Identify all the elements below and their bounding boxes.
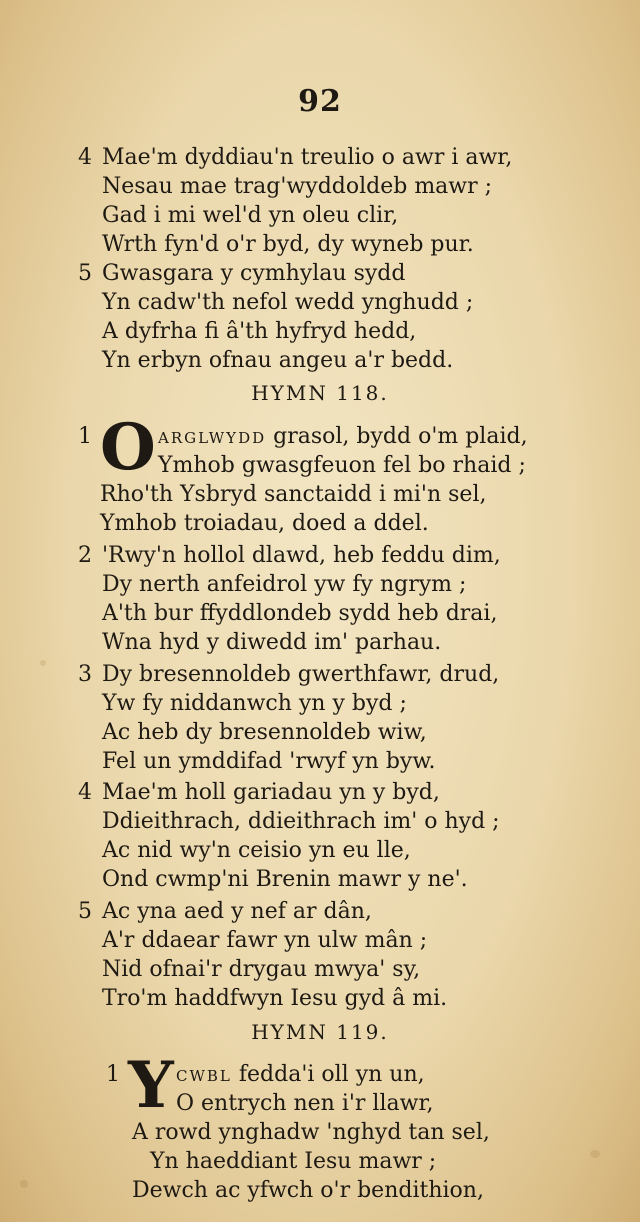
verse-line: Nesau mae trag'wyddoldeb mawr ;: [102, 174, 493, 199]
stanza-119-1: [106, 1048, 606, 1205]
verse-line: Gwasgara y cymhylau sydd: [102, 261, 406, 286]
foxing-spot: [20, 1180, 28, 1188]
verse-line: O entrych nen i'r llawr,: [176, 1091, 434, 1116]
verse-line: Gad i mi wel'd yn oleu clir,: [102, 203, 399, 228]
stanza-number: 1: [106, 1062, 120, 1087]
stanza-number: 1: [78, 424, 92, 449]
stanza-117-5: [78, 259, 578, 375]
verse-line: A rowd ynghadw 'nghyd tan sel,: [132, 1120, 490, 1145]
verse-line: grasol, bydd o'm plaid,: [266, 424, 528, 449]
verse-line: Rho'th Ysbryd sanctaidd i mi'n sel,: [100, 482, 487, 507]
stanza-118-2: [78, 541, 578, 657]
verse-line: Wna hyd y diwedd im' parhau.: [102, 630, 442, 655]
drop-cap: Y: [128, 1048, 174, 1123]
drop-cap: O: [100, 410, 156, 485]
hymn-title: HYMN 119.: [251, 1020, 389, 1044]
small-caps-word: ARGLWYDD: [158, 429, 267, 447]
verse-line: 'Rwy'n hollol dlawd, heb feddu dim,: [102, 543, 501, 568]
verse-line: Wrth fyn'd o'r byd, dy wyneb pur.: [102, 232, 474, 257]
verse-line: Tro'm haddfwyn Iesu gyd â mi.: [102, 986, 448, 1011]
verse-line: Ymhob gwasgfeuon fel bo rhaid ;: [158, 453, 526, 478]
foxing-spot: [40, 660, 46, 666]
verse-line: Ddieithrach, ddieithrach im' o hyd ;: [102, 809, 500, 834]
hymn-title: HYMN 118.: [251, 381, 389, 405]
verse-line: Mae'm dyddiau'n treulio o awr i awr,: [102, 145, 513, 170]
stanza-118-3: [78, 660, 578, 776]
verse-line: Ymhob troiadau, doed a ddel.: [100, 511, 429, 536]
stanza-number: 4: [78, 145, 92, 170]
verse-line: fedda'i oll yn un,: [231, 1062, 425, 1087]
stanza-number: 5: [78, 899, 92, 924]
page-number: 92: [298, 84, 342, 119]
verse-line: Fel un ymddifad 'rwyf yn byw.: [102, 749, 436, 774]
verse-line: Yn haeddiant Iesu mawr ;: [150, 1149, 437, 1174]
verse-line: Yn cadw'th nefol wedd ynghudd ;: [102, 290, 474, 315]
verse-line: Ac nid wy'n ceisio yn eu lle,: [102, 838, 411, 863]
verse-line: Mae'm holl gariadau yn y byd,: [102, 780, 440, 805]
stanza-117-4: [78, 143, 578, 259]
verse-line: A'r ddaear fawr yn ulw mân ;: [102, 928, 428, 953]
stanza-118-4: [78, 778, 578, 894]
stanza-118-5: [78, 897, 578, 1013]
verse-line: A dyfrha fi â'th hyfryd hedd,: [102, 319, 417, 344]
stanza-number: 4: [78, 780, 92, 805]
verse-line: Yn erbyn ofnau angeu a'r bedd.: [102, 348, 454, 373]
verse-line: Dewch ac yfwch o'r bendithion,: [132, 1178, 484, 1203]
small-caps-word: CWBL: [176, 1067, 232, 1085]
stanza-number: 3: [78, 662, 92, 687]
verse-line: Yw fy niddanwch yn y byd ;: [102, 691, 407, 716]
stanza-number: 2: [78, 543, 92, 568]
verse-line: Nid ofnai'r drygau mwya' sy,: [102, 957, 421, 982]
verse-line: Dy bresennoldeb gwerthfawr, drud,: [102, 662, 500, 687]
stanza-number: 5: [78, 261, 92, 286]
verse-line: Ac yna aed y nef ar dân,: [102, 899, 372, 924]
stanza-118-1: [78, 410, 578, 538]
verse-line: Ac heb dy bresennoldeb wiw,: [102, 720, 427, 745]
verse-line: A'th bur ffyddlondeb sydd heb drai,: [102, 601, 498, 626]
verse-line: Dy nerth anfeidrol yw fy ngrym ;: [102, 572, 467, 597]
verse-line: Ond cwmp'ni Brenin mawr y ne'.: [102, 867, 468, 892]
